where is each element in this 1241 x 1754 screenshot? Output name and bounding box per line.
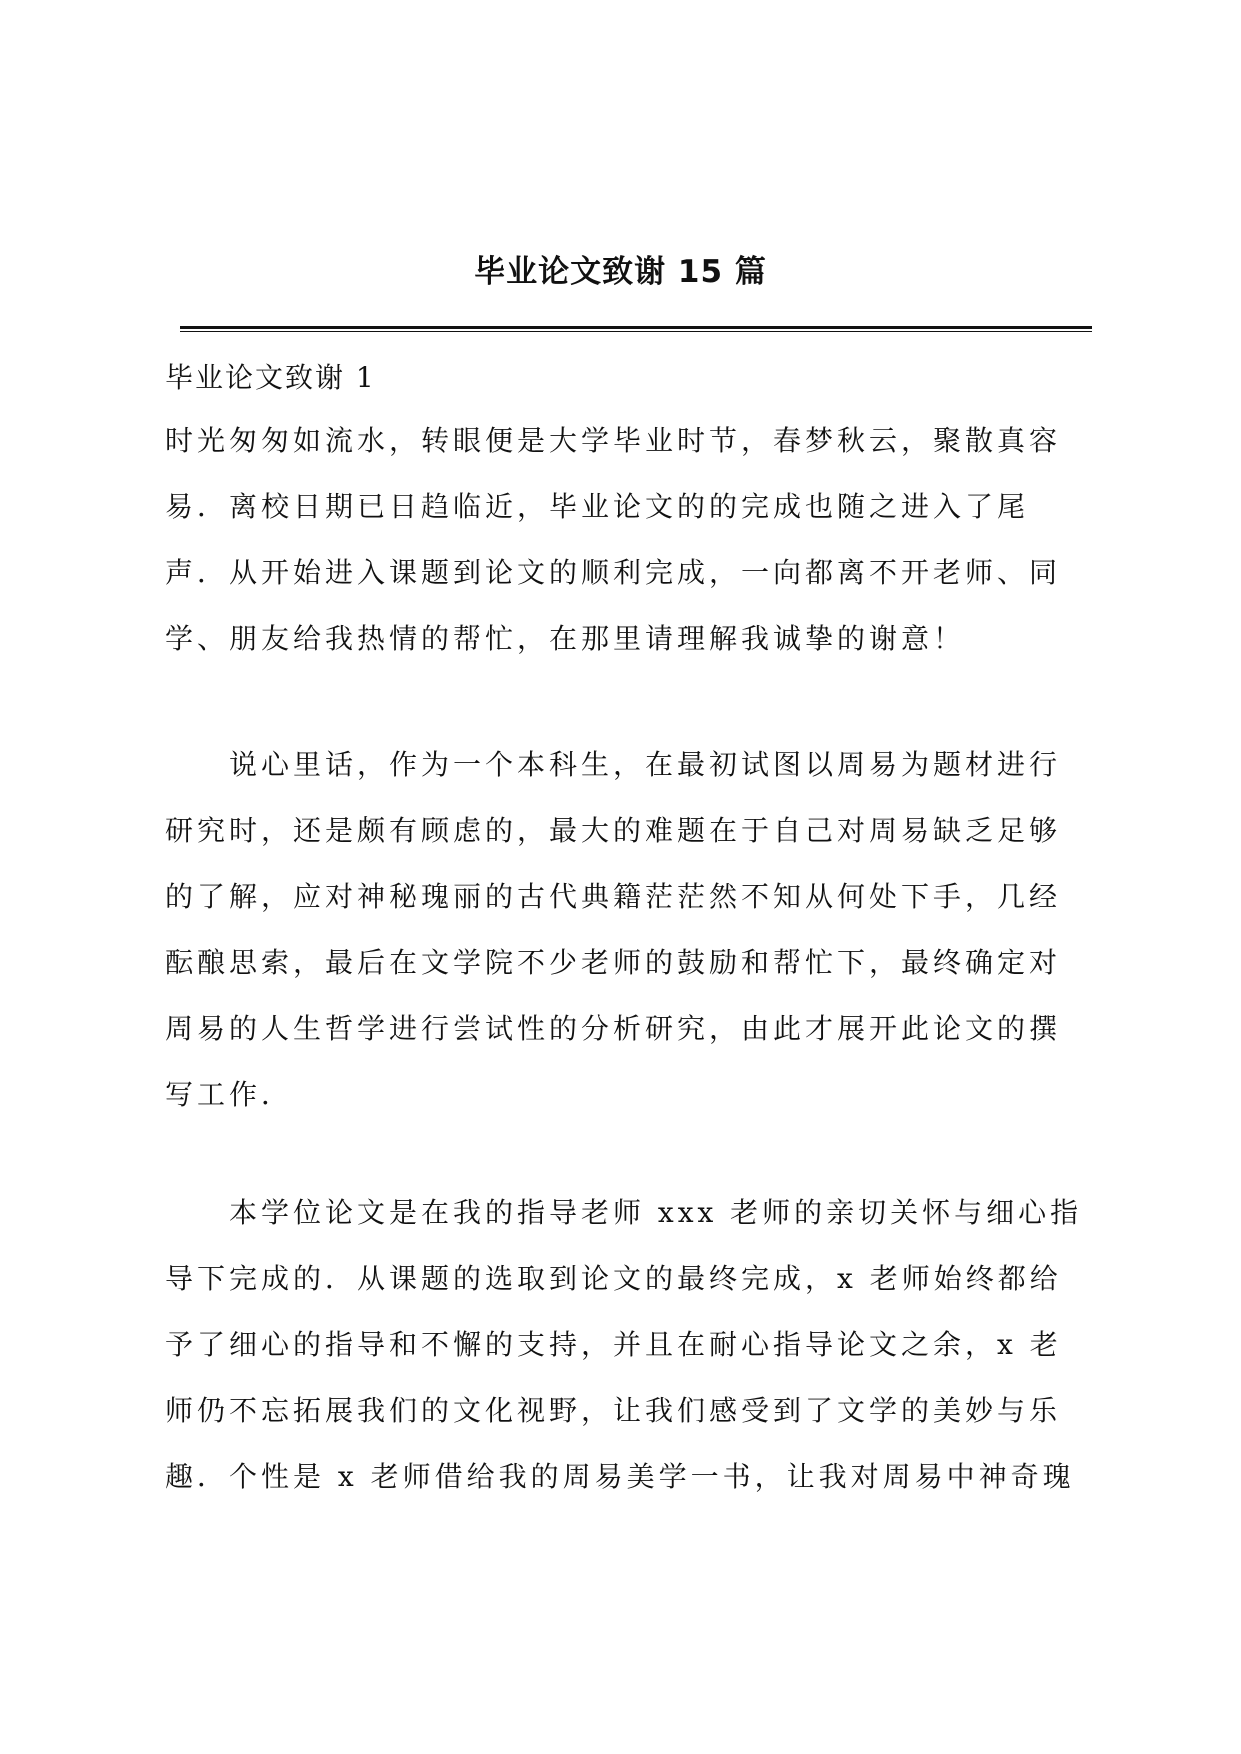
document-title: 毕业论文致谢 15 篇 — [474, 254, 767, 290]
paragraph-line: 酝酿思索，最后在文学院不少老师的鼓励和帮忙下，最终确定对 — [165, 946, 1062, 979]
rule-thick-line — [180, 326, 1092, 329]
paragraph-line: 本学位论文是在我的指导老师 xxx 老师的亲切关怀与细心指 — [165, 1196, 1083, 1229]
paragraph-line: 写工作． — [165, 1078, 294, 1111]
paragraph-line: 周易的人生哲学进行尝试性的分析研究，由此才展开此论文的撰 — [165, 1012, 1062, 1045]
paragraph-line: 声．从开始进入课题到论文的顺利完成，一向都离不开老师、同 — [165, 556, 1062, 589]
paragraph-line: 的了解，应对神秘瑰丽的古代典籍茫茫然不知从何处下手，几经 — [165, 880, 1062, 913]
paragraph-line: 趣．个性是 x 老师借给我的周易美学一书，让我对周易中神奇瑰 — [165, 1460, 1075, 1493]
paragraph-line: 导下完成的．从课题的选取到论文的最终完成，x 老师始终都给 — [165, 1262, 1062, 1295]
paragraph-3 — [165, 1180, 1095, 1510]
section-heading: 毕业论文致谢 1 — [165, 361, 376, 394]
paragraph-line: 说心里话，作为一个本科生，在最初试图以周易为题材进行 — [165, 748, 1062, 781]
paragraph-line: 师仍不忘拓展我们的文化视野，让我们感受到了文学的美妙与乐 — [165, 1394, 1062, 1427]
paragraph-1 — [165, 408, 1095, 672]
paragraph-line: 学、朋友给我热情的帮忙，在那里请理解我诚挚的谢意！ — [165, 622, 966, 655]
paragraph-line: 予了细心的指导和不懈的支持，并且在耐心指导论文之余，x 老 — [165, 1328, 1062, 1361]
paragraph-line: 易．离校日期已日趋临近，毕业论文的的完成也随之进入了尾 — [165, 490, 1030, 523]
rule-thin-line — [180, 331, 1092, 332]
paragraph-2 — [165, 732, 1095, 1128]
title-double-rule — [180, 326, 1092, 332]
paragraph-line: 研究时，还是颇有顾虑的，最大的难题在于自己对周易缺乏足够 — [165, 814, 1062, 847]
paragraph-line: 时光匆匆如流水，转眼便是大学毕业时节，春梦秋云，聚散真容 — [165, 424, 1062, 457]
